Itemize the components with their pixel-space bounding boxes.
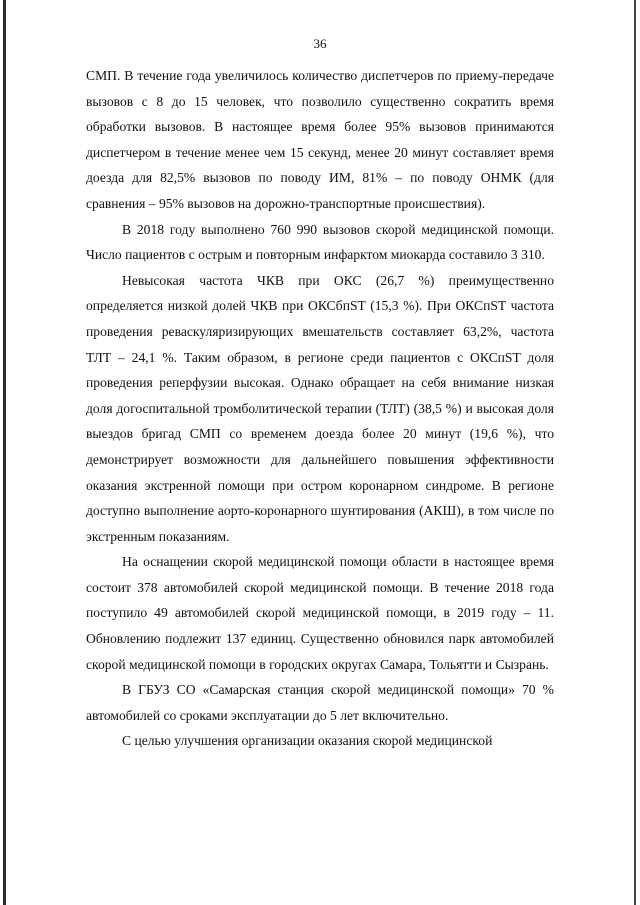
scan-left-edge: [3, 0, 6, 905]
paragraph-6: С целью улучшения организации оказания скорой медицинской: [122, 733, 493, 749]
paragraph-5: В ГБУЗ СО «Самарская станция скорой медицинской помощи» 70 % автомобилей со сроками эксплуатации до 5 лет включительно.: [86, 682, 554, 723]
paragraph-4: На оснащении скорой медицинской помощи области в настоящее время состоит 378 автомобилей скорой медицинской помощи. В течение 2018 года поступило 49 автомобилей скорой медицинской помощи, в 2019 году – 11. Обновлению подлежит 137 единиц. Существенно обновился парк автомобилей скорой медицинской помощи в городских округах Самара, Тольятти и Сызрань.: [86, 554, 554, 672]
paragraph-1: СМП. В течение года увеличилось количество диспетчеров по приему-передаче вызовов с 8 до 15 человек, что позволило существенно сократить время обработки вызовов. В настоящее время более 95% вызовов принимаются диспетчером в течение менее чем 15 секунд, менее 20 минут составляет время доезда для 82,5% вызовов по поводу ИМ, 81% – по поводу ОНМК (для сравнения – 95% вызовов на дорожно-транспортные происшествия).: [86, 68, 554, 211]
page-number: 36: [313, 36, 327, 51]
scan-right-edge: [634, 0, 636, 905]
paragraph-3: Невысокая частота ЧКВ при ОКС (26,7 %) преимущественно определяется низкой долей ЧКВ при ОКСбпST (15,3 %). При ОКСпST частота проведения реваскуляризирующих вмешательств составляет 63,2%, частота ТЛТ – 24,1 %. Таким образом, в регионе среди пациентов с ОКСпST доля проведения реперфузии высокая. Однако обращает на себя внимание низкая доля догоспитальной тромболитической терапии (ТЛТ) (38,5 %) и высокая доля выездов бригад СМП со временем доезда более 20 минут (19,6 %), что демонстрирует возможности для дальнейшего повышения эффективности оказания экстренной помощи при остром коронарном синдроме. В регионе доступно выполнение аорто-коронарного шунтирования (АКШ), в том числе по экстренным показаниям.: [86, 272, 554, 544]
paragraph-2: В 2018 году выполнено 760 990 вызовов скорой медицинской помощи. Число пациентов с острым и повторным инфарктом миокарда составило 3 310.: [86, 221, 554, 263]
body-text: [86, 63, 554, 754]
